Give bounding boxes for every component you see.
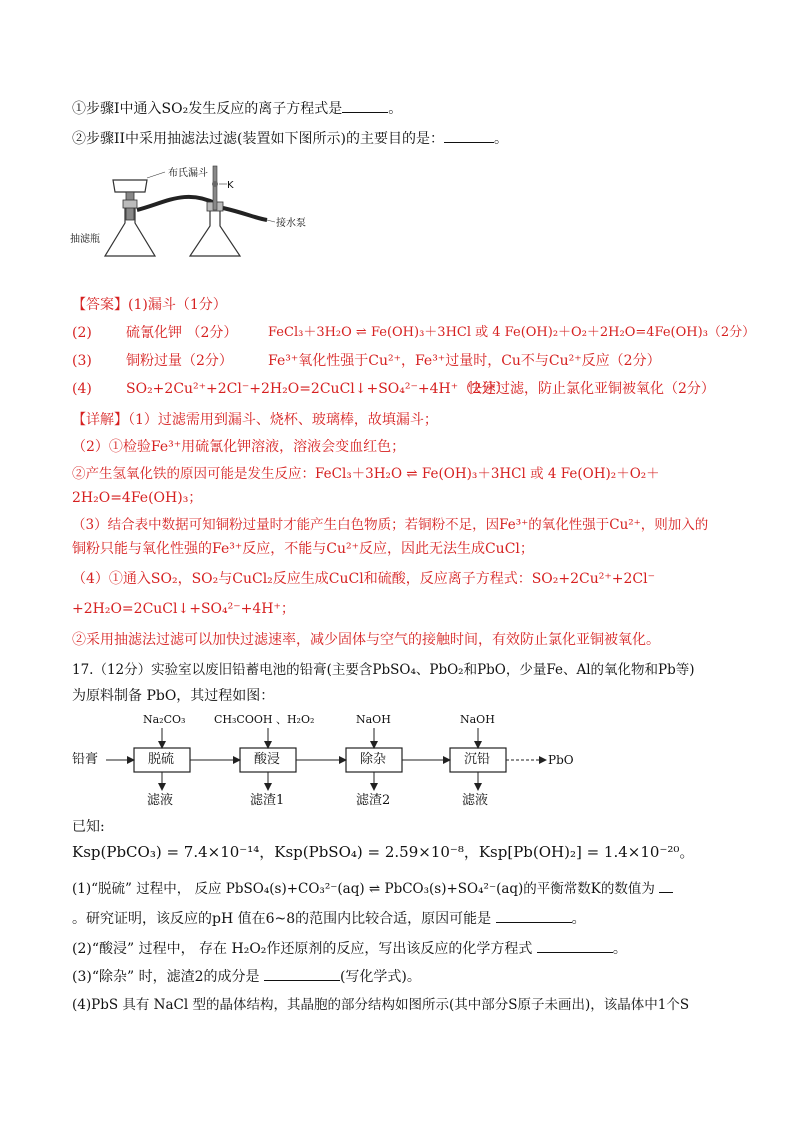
answer-4-tail: 快速过滤，防止氯化亚铜被氧化（2分） [468, 381, 715, 397]
suction-filtration-apparatus [95, 158, 355, 268]
flow-start: 铅膏 [72, 752, 99, 767]
known-ksp: Ksp(PbCO₃) = 7.4×10⁻¹⁴，Ksp(PbSO₄) = 2.59×10⁻⁸，Ksp[Pb(OH)₂] = 1.4×10⁻²⁰。 [72, 843, 695, 861]
detail-7: （4）①通入SO₂，SO₂与CuCl₂反应生成CuCl和硫酸，反应离子方程式：SO₂+2Cu²⁺+2Cl⁻ [72, 571, 655, 587]
flow-output-1: 滤液 [147, 793, 174, 808]
detail-5: （3）结合表中数据可知铜粉过量时才能产生白色物质；若铜粉不足，因Fe³⁺的氧化性强于Cu²⁺，则加入的 [72, 517, 709, 533]
q16-line2-text: ②步骤II中采用抽滤法过滤(装置如下图所示)的主要目的是： [72, 131, 444, 147]
label-water-pump: 接水泵 [276, 218, 306, 229]
answer-4-num: (4) [72, 381, 92, 397]
detail-9: ②采用抽滤法过滤可以加快过滤速率，减少固体与空气的接触时间，有效防止氯化亚铜被氧化。 [72, 632, 660, 648]
flow-step-2: 酸浸 [254, 752, 281, 767]
flow-output-2: 滤渣1 [250, 793, 285, 808]
flow-step-3: 除杂 [360, 752, 387, 767]
answer-2-eq: FeCl₃＋3H₂O ⇌ Fe(OH)₃＋3HCl 或 4 Fe(OH)₂＋O₂＋2H₂O=4Fe(OH)₃（2分） [268, 325, 756, 340]
answer-2-mid: 硫氰化钾 （2分） [126, 325, 238, 341]
answer-1: 【答案】(1)漏斗（1分） [72, 297, 227, 313]
q16-line1-text: ①步骤I中通入SO₂发生反应的离子方程式是 [72, 101, 343, 117]
detail-1: 【详解】（1）过滤需用到漏斗、烧杯、玻璃棒，故填漏斗； [72, 412, 438, 428]
flow-output-3: 滤渣2 [356, 793, 391, 808]
subq-4: (4)PbS 具有 NaCl 型的晶体结构，其晶胞的部分结构如图所示(其中部分S原子未画出)，该晶体中1个S [72, 997, 690, 1013]
subq-1b: 。研究证明，该反应的pH 值在6~8的范围内比较合适，原因可能是 。 [72, 908, 586, 929]
answer-3-tail: Fe³⁺氧化性强于Cu²⁺，Fe³⁺过量时，Cu不与Cu²⁺反应（2分） [268, 353, 661, 369]
subq-3: (3)“除杂” 时，滤渣2的成分是 (写化学式)。 [72, 966, 421, 987]
subq-2: (2)“酸浸” 过程中， 存在 H₂O₂作还原剂的反应，写出该反应的化学方程式 。 [72, 938, 627, 959]
q17-line1: 17.（12分）实验室以废旧铅蓄电池的铅膏(主要含PbSO₄、PbO₂和PbO，少量Fe、Al的氧化物和Pb等) [72, 662, 695, 678]
label-k: K [227, 180, 234, 191]
answer-blank[interactable] [264, 966, 340, 981]
flow-step-1: 脱硫 [148, 752, 175, 767]
label-buchner-funnel: 布氏漏斗 [168, 168, 208, 179]
q17-line2: 为原料制备 PbO，其过程如图： [72, 688, 275, 704]
detail-6: 铜粉只能与氧化性强的Fe³⁺反应，不能与Cu²⁺反应，因此无法生成CuCl； [72, 541, 534, 557]
detail-3: ②产生氢氧化铁的原因可能是发生反应：FeCl₃＋3H₂O ⇌ Fe(OH)₃＋3HCl 或 4 Fe(OH)₂＋O₂＋ [72, 466, 660, 482]
answer-blank[interactable] [496, 908, 572, 923]
flow-product: PbO [548, 753, 574, 767]
flow-reagent-2: CH₃COOH 、H₂O₂ [214, 713, 315, 726]
answer-blank[interactable] [342, 98, 388, 113]
known-label: 已知: [72, 819, 105, 835]
flow-reagent-4: NaOH [460, 713, 495, 726]
answer-blank[interactable] [659, 878, 673, 893]
detail-2: （2）①检验Fe³⁺用硫氰化钾溶液，溶液会变血红色； [72, 439, 406, 455]
flow-reagent-3: NaOH [356, 713, 391, 726]
answer-2-num: (2) [72, 325, 92, 341]
answer-4-eq: SO₂+2Cu²⁺+2Cl⁻+2H₂O=2CuCl↓+SO₄²⁻+4H⁺（2分） [126, 381, 510, 397]
answer-blank[interactable] [444, 128, 494, 143]
q16-line2: ②步骤II中采用抽滤法过滤(装置如下图所示)的主要目的是： 。 [72, 128, 508, 149]
answer-3-num: (3) [72, 353, 92, 369]
detail-8: +2H₂O=2CuCl↓+SO₄²⁻+4H⁺； [72, 601, 295, 617]
flow-step-4: 沉铅 [464, 752, 491, 767]
detail-4: 2H₂O=4Fe(OH)₃； [72, 490, 203, 506]
flow-reagent-1: Na₂CO₃ [143, 713, 186, 726]
label-filter-flask: 抽滤瓶 [70, 234, 100, 245]
answer-blank[interactable] [537, 938, 613, 953]
subq-1a: (1)“脱硫” 过程中， 反应 PbSO₄(s)+CO₃²⁻(aq) ⇌ PbCO₃(s)+SO₄²⁻(aq)的平衡常数K的数值为 [72, 878, 673, 899]
answer-3-mid: 铜粉过量（2分） [126, 353, 233, 369]
flow-output-4: 滤液 [462, 793, 489, 808]
q16-line1: ①步骤I中通入SO₂发生反应的离子方程式是 。 [72, 98, 402, 119]
